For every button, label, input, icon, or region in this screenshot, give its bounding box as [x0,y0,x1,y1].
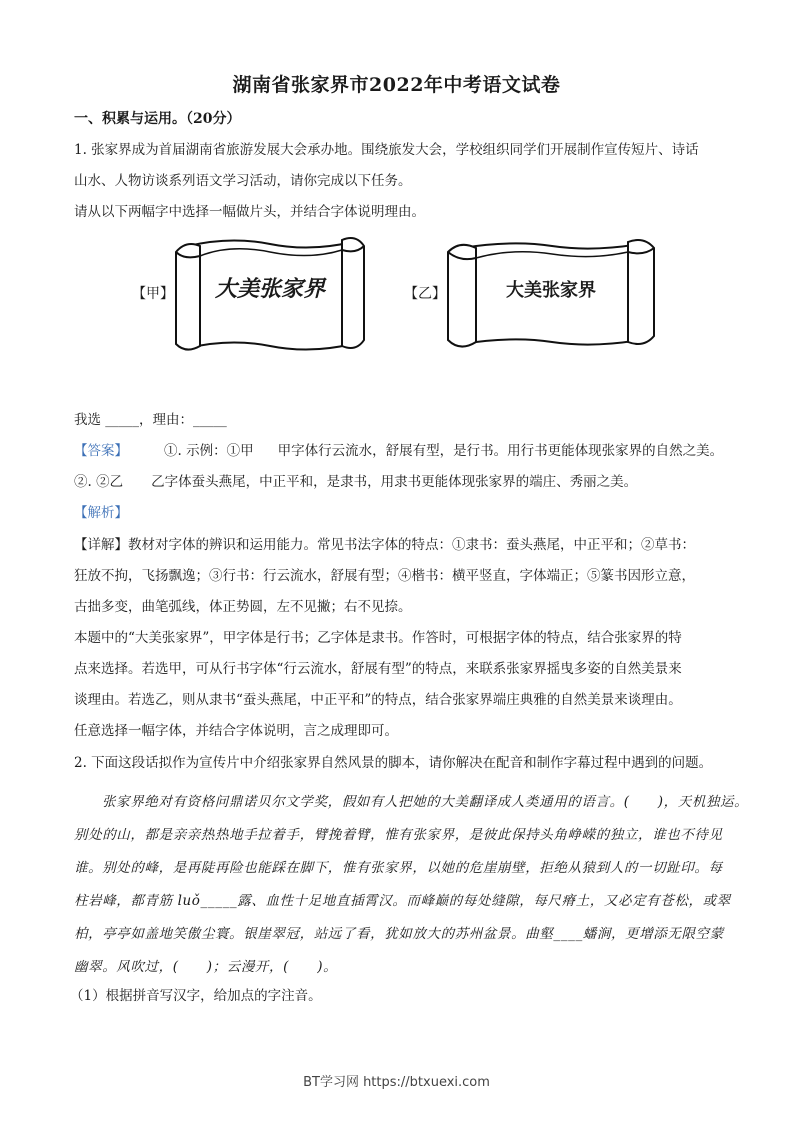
banner-b-tag: 【乙】 [404,286,446,302]
detail-line-2: 狂放不拘，飞扬飘逸；③行书：行云流水，舒展有型；④楷书：横平竖直，字体端正；⑤篆书因形立意， [74,568,695,584]
section-heading: 一、积累与运用。（20分） [74,111,241,127]
answer-line-2 [74,472,724,492]
banner-a-text: 大美张家界 [214,276,325,302]
passage-line-1: 张家界绝对有资格问鼎诺贝尔文学奖，假如有人把她的大美翻译成人类通用的语言。( )，天机独运。 [102,794,749,810]
banner-b-scroll [442,236,660,356]
passage-line-5: 柏，亭亭如盖地笑傲尘寰。银崖翠冠，站远了看，犹如放大的苏州盆景。曲壑____蟠涧，更增添无限空蒙 [74,926,724,942]
answer-part-2-detail: 乙字体蚕头燕尾，中正平和，是隶书，用隶书更能体现张家界的端庄、秀丽之美。 [151,474,638,490]
banner-b-text: 大美张家界 [506,280,596,301]
passage-line-4: 柱岩峰，都青筋 luǒ_____露、血性十足地直插霄汉。而峰巅的每处缝隙，每尺瘠土，又必定有苍松，或翠 [74,893,731,909]
banner-a-tag: 【甲】 [132,286,174,302]
q1-line-1: 1. 张家界成为首届湖南省旅游发展大会承办地。围绕旅发大会，学校组织同学们开展制作宣传短片、诗话 [74,142,699,158]
analysis-tag: 【解析】 [74,505,128,521]
answer-part-1: ①. 示例：①甲 [164,443,254,459]
detail-line-1: 【详解】教材对字体的辨识和运用能力。常见书法字体的特点：①隶书：蚕头燕尾，中正平和；②草书： [74,537,695,553]
detail-line-5: 点来选择。若选甲，可从行书字体“行云流水，舒展有型”的特点，来联系张家界摇曳多姿的自然美景来 [74,661,682,677]
answer-part-1-detail: 甲字体行云流水，舒展有型，是行书。用行书更能体现张家界的自然之美。 [277,443,724,459]
detail-line-6: 谈理由。若选乙，则从隶书“蚕头燕尾，中正平和”的特点，结合张家界端庄典雅的自然美景来谈理由。 [74,692,682,708]
q2-sub-1: （1）根据拼音写汉字，给加点的字注音。 [70,988,322,1004]
passage-line-6: 幽翠。风吹过，( )；云漫开，( )。 [74,959,338,975]
answer-part-2: ②. ②乙 [74,474,124,490]
page-title: 湖南省张家界市2022年中考语文试卷 [232,74,561,96]
detail-line-3: 古拙多变，曲笔弧线，体正势圆，左不见撇；右不见捺。 [74,599,412,615]
q1-line-2: 山水、人物访谈系列语文学习活动，请你完成以下任务。 [74,173,412,189]
answer-tag: 【答案】 [74,443,128,459]
passage-line-3: 谁。别处的峰，是再陡再险也能踩在脚下，惟有张家界，以她的危崖崩壁，拒绝从猿到人的一切趾印。每 [74,860,723,876]
answer-line-1 [74,441,724,461]
choose-line: 我选 _____，理由：_____ [74,412,227,428]
q2-line-1: 2. 下面这段话拟作为宣传片中介绍张家界自然风景的脚本，请你解决在配音和制作字幕过程中遇到的问题。 [74,755,713,771]
q1-line-3: 请从以下两幅字中选择一幅做片头，并结合字体说明理由。 [74,204,425,220]
detail-line-7: 任意选择一幅字体，并结合字体说明，言之成理即可。 [74,723,398,739]
banner-a-scroll [170,232,370,360]
detail-line-4: 本题中的“大美张家界”，甲字体是行书；乙字体是隶书。作答时，可根据字体的特点，结合张家界的特 [74,630,682,646]
passage-line-2: 别处的山，都是亲亲热热地手拉着手，臂挽着臂，惟有张家界，是彼此保持头角峥嵘的独立，谁也不待见 [74,827,723,843]
footer-link[interactable]: BT学习网 https://btxuexi.com [303,1075,490,1090]
